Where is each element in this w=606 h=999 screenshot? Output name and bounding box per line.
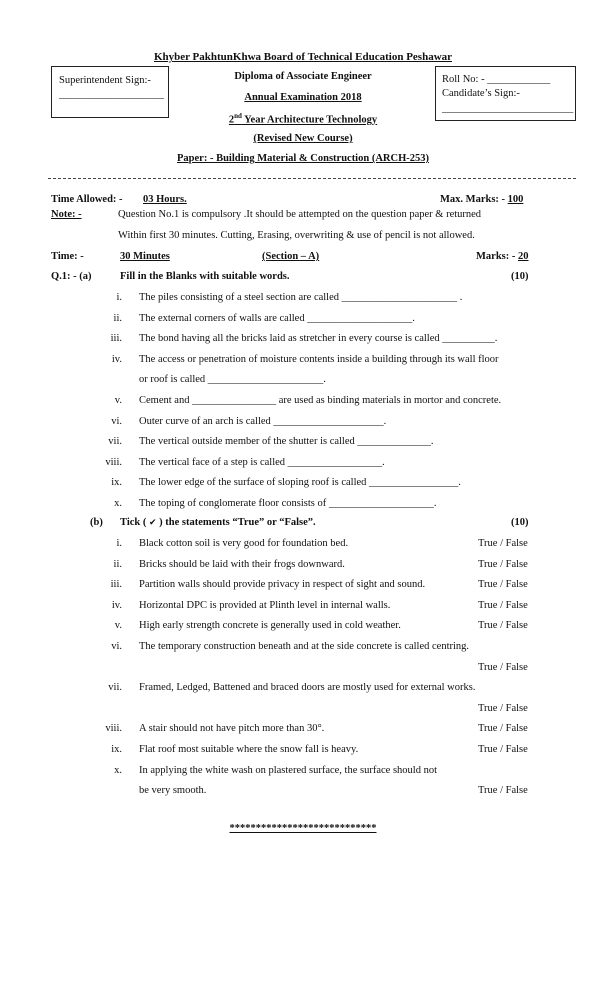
item-text: Cement and ________________ are used as binding materials in mortor and concrete. — [139, 395, 502, 406]
exam-title: Annual Examination 2018 — [244, 92, 362, 103]
time-allowed-value: 03 Hours. — [143, 194, 187, 205]
question-a-label: Q.1: - (a) — [51, 271, 92, 282]
check-icon: ✔ — [148, 518, 157, 528]
item-number: viii. — [105, 723, 122, 734]
item-number: vii. — [108, 682, 122, 693]
item-text: The vertical outside member of the shutter is called ______________. — [139, 436, 434, 447]
item-number: v. — [114, 620, 122, 631]
end-stars: **************************** — [229, 823, 377, 834]
item-text: The piles consisting of a steel section are called ______________________ . — [139, 292, 463, 303]
item-text: The access or penetration of moisture contents inside a building through its wall floor — [139, 354, 499, 365]
paper-title: Paper: - Building Material & Construction (ARCH-253) — [177, 153, 429, 164]
section-marks: Marks: - 20 — [476, 251, 529, 262]
diploma-title: Diploma of Associate Engineer — [234, 71, 372, 82]
true-false-option: True / False — [478, 559, 528, 570]
item-number: v. — [114, 395, 122, 406]
superintendent-label: Superintendent Sign:- — [59, 75, 151, 86]
item-text: The temporary construction beneath and at the side concrete is called centring. — [139, 641, 470, 652]
item-text: Black cotton soil is very good for foundation bed. — [139, 538, 349, 549]
item-text: The external corners of walls are called ____________________. — [139, 313, 415, 324]
item-number: ii. — [113, 559, 122, 570]
true-false-option: True / False — [478, 703, 528, 714]
max-marks: Max. Marks: - 100 — [440, 194, 524, 205]
course-title: (Revised New Course) — [253, 133, 353, 144]
item-number: vi. — [111, 416, 122, 427]
item-number: ix. — [111, 744, 122, 755]
note-line-1: Question No.1 is compulsory .It should be attempted on the question paper & returned — [118, 209, 482, 220]
board-title: Khyber PakhtunKhwa Board of Technical Education Peshawar — [153, 51, 453, 63]
year-title: 2nd Year Architecture Technology — [228, 112, 378, 126]
item-number: x. — [114, 765, 122, 776]
item-number: ix. — [111, 477, 122, 488]
item-number: iv. — [111, 600, 122, 611]
true-false-option: True / False — [478, 662, 528, 673]
section-title: (Section – A) — [262, 251, 320, 262]
item-number: iii. — [110, 333, 122, 344]
question-b-title: Tick ( ✔ ) the statements “True” or “False”. — [120, 517, 316, 528]
item-text: High early strength concrete is generally used in cold weather. — [139, 620, 401, 631]
question-b-marks: (10) — [511, 517, 529, 528]
item-text: The toping of conglomerate floor consists of ____________________. — [139, 498, 437, 509]
item-text: The bond having all the bricks laid as stretcher in every course is called __________. — [139, 333, 498, 344]
candidate-sign-label: Candidate’s Sign:- — [442, 88, 520, 99]
item-number: iv. — [111, 354, 122, 365]
header-divider — [48, 178, 576, 179]
note-line-2: Within first 30 minutes. Cutting, Erasing, overwriting & use of pencil is not allowed. — [118, 230, 475, 241]
true-false-option: True / False — [478, 785, 528, 796]
item-text: Outer curve of an arch is called _____________________. — [139, 416, 387, 427]
true-false-option: True / False — [478, 538, 528, 549]
item-text: In applying the white wash on plastered surface, the surface should not — [139, 765, 437, 776]
superintendent-box — [51, 66, 169, 118]
item-text: Framed, Ledged, Battened and braced doors are mostly used for external works. — [139, 682, 476, 693]
item-number: x. — [114, 498, 122, 509]
item-text: Flat roof most suitable where the snow fall is heavy. — [139, 744, 359, 755]
item-number: iii. — [110, 579, 122, 590]
note-label: Note: - — [51, 209, 82, 220]
item-number: ii. — [113, 313, 122, 324]
roll-box — [435, 66, 576, 121]
item-number: i. — [116, 292, 122, 303]
true-false-option: True / False — [478, 744, 528, 755]
true-false-option: True / False — [478, 600, 528, 611]
true-false-option: True / False — [478, 620, 528, 631]
question-b-label: (b) — [90, 517, 103, 528]
item-number: viii. — [105, 457, 122, 468]
roll-no-label: Roll No: - ____________ — [442, 74, 551, 85]
item-number: vii. — [108, 436, 122, 447]
item-text: be very smooth. — [139, 785, 207, 796]
item-text: Horizontal DPC is provided at Plinth level in internal walls. — [139, 600, 391, 611]
true-false-option: True / False — [478, 723, 528, 734]
candidate-sign-line: _________________________ — [442, 103, 574, 114]
time-value: 30 Minutes — [120, 251, 170, 262]
true-false-option: True / False — [478, 579, 528, 590]
time-allowed-label: Time Allowed: - — [51, 194, 123, 205]
item-number: vi. — [111, 641, 122, 652]
superintendent-sign-line: ____________________ — [59, 89, 164, 100]
item-text: The vertical face of a step is called __________________. — [139, 457, 385, 468]
question-a-marks: (10) — [511, 271, 529, 282]
question-a-title: Fill in the Blanks with suitable words. — [120, 271, 290, 282]
item-text: A stair should not have pitch more than 30°. — [139, 723, 325, 734]
item-text: Bricks should be laid with their frogs downward. — [139, 559, 345, 570]
item-text: Partition walls should provide privacy in respect of sight and sound. — [139, 579, 426, 590]
item-text: or roof is called ______________________. — [139, 374, 326, 385]
item-text: The lower edge of the surface of sloping roof is called _________________. — [139, 477, 461, 488]
item-number: i. — [116, 538, 122, 549]
time-label: Time: - — [51, 251, 84, 262]
